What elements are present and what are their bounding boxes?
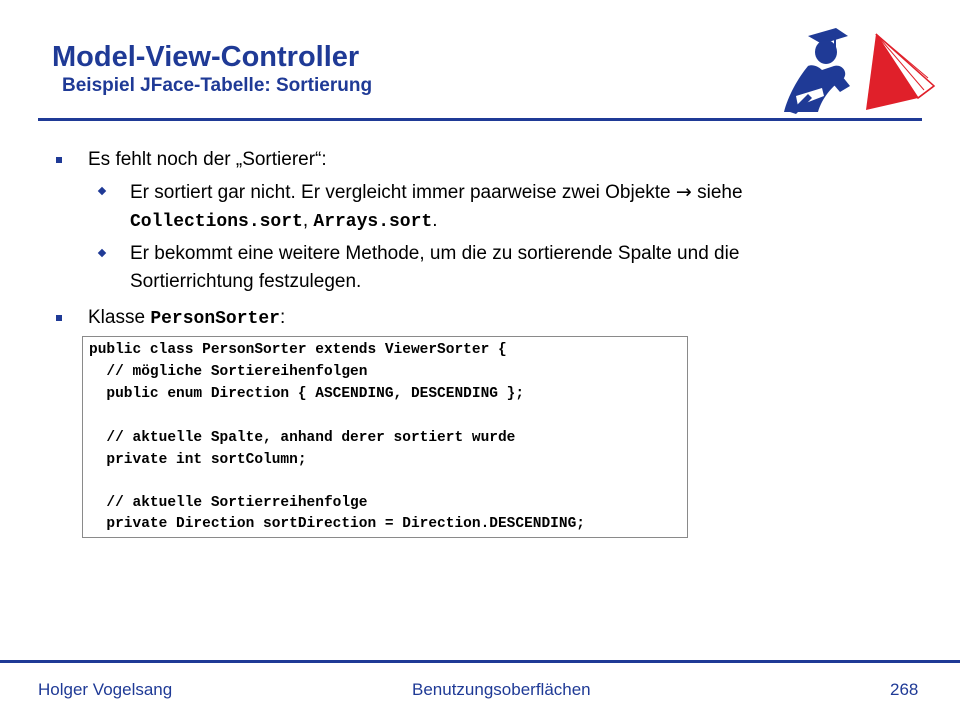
page-number: 268 bbox=[890, 680, 919, 699]
square-bullet-icon bbox=[56, 315, 62, 321]
diamond-bullet-icon bbox=[98, 187, 106, 195]
university-logo bbox=[778, 26, 938, 118]
graduate-figure-icon bbox=[784, 28, 850, 114]
code-line: public enum Direction { ASCENDING, DESCENDING }; bbox=[89, 386, 525, 402]
header-divider bbox=[38, 118, 922, 121]
code-line: // aktuelle Sortierreihenfolge bbox=[89, 495, 368, 511]
inline-code: Collections.sort bbox=[130, 212, 303, 232]
page-subtitle: Beispiel JFace-Tabelle: Sortierung bbox=[62, 75, 373, 96]
title-block bbox=[52, 40, 752, 98]
sub-bullet-text: Er bekommt eine weitere Methode, um die zu sortierende Spalte und die Sortierrichtung festzulegen. bbox=[130, 243, 740, 292]
page-title: Model-View-Controller bbox=[52, 41, 360, 73]
sub-bullet-text-part: Er sortiert gar nicht. Er vergleicht immer paarweise zwei Objekte bbox=[130, 182, 671, 203]
code-line: public class PersonSorter extends ViewerSorter { bbox=[89, 342, 507, 358]
sub-bullet-text bbox=[130, 178, 860, 236]
code-block bbox=[82, 336, 688, 538]
sub-bullet-text-part: . bbox=[432, 210, 438, 231]
footer-author: Holger Vogelsang bbox=[38, 680, 173, 699]
code-line: private int sortColumn; bbox=[89, 452, 307, 468]
square-bullet-icon bbox=[56, 157, 62, 163]
bullet-text bbox=[88, 304, 285, 333]
inline-code: Arrays.sort bbox=[313, 212, 433, 232]
diamond-bullet-icon bbox=[98, 249, 106, 257]
bullet-text: Es fehlt noch der „Sortierer“: bbox=[88, 149, 327, 170]
code-line: private Direction sortDirection = Direction.DESCENDING; bbox=[89, 516, 585, 532]
footer-divider bbox=[0, 660, 960, 663]
bullet-text-part: Klasse bbox=[88, 307, 146, 328]
footer-course: Benutzungsoberflächen bbox=[412, 680, 591, 699]
code-line: // mögliche Sortiereihenfolgen bbox=[89, 364, 368, 380]
arrow-right-icon: → bbox=[675, 181, 692, 203]
sub-bullet-text-part: , bbox=[302, 210, 309, 231]
sub-bullet-text-part: siehe bbox=[697, 182, 743, 203]
tent-logo-icon bbox=[866, 34, 934, 110]
bullet-text-part: : bbox=[279, 307, 286, 328]
inline-code: PersonSorter bbox=[150, 309, 280, 329]
code-line: // aktuelle Spalte, anhand derer sortiert wurde bbox=[89, 430, 516, 446]
